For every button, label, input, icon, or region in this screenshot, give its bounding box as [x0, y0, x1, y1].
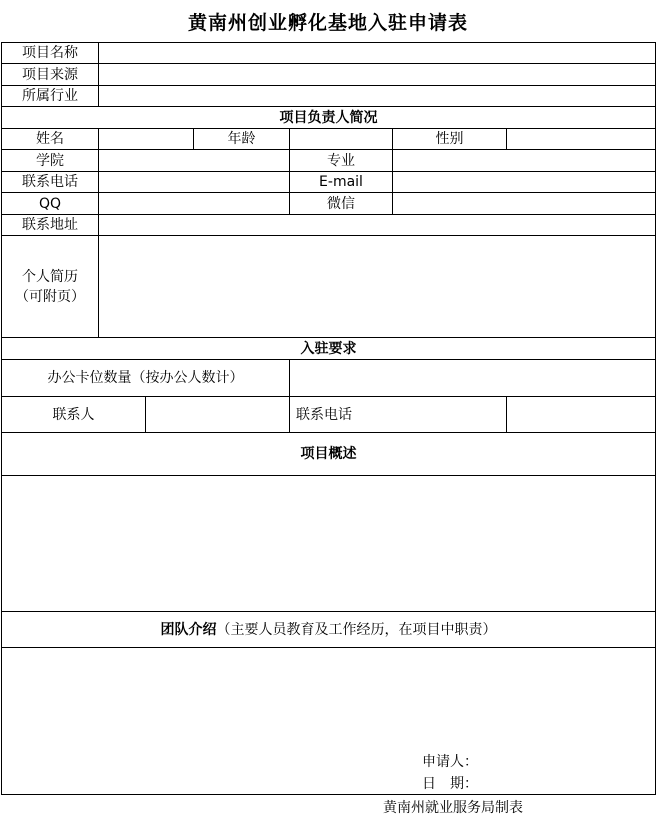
qq-label: QQ: [2, 193, 99, 215]
overview-section-header: 项目概述: [2, 433, 656, 476]
contact-person-field[interactable]: [146, 397, 290, 433]
college-field[interactable]: [99, 150, 290, 172]
wechat-field[interactable]: [393, 193, 656, 215]
contact-phone-field[interactable]: [507, 397, 656, 433]
date-label: 日 期：: [422, 776, 478, 792]
contact-phone-label: 联系电话: [290, 397, 507, 433]
resume-field[interactable]: [99, 236, 656, 338]
team-section-title: 团队介绍: [160, 621, 217, 638]
address-field[interactable]: [99, 215, 656, 236]
address-label: 联系地址: [2, 215, 99, 236]
office-seats-field[interactable]: [290, 360, 656, 397]
wechat-label: 微信: [290, 193, 393, 215]
resume-label-text: 个人简历: [22, 268, 78, 285]
issuer-footer: 黄南州就业服务局制表: [383, 800, 523, 816]
leader-section-header: 项目负责人简况: [2, 107, 656, 129]
college-label: 学院: [2, 150, 99, 172]
project-name-label: 项目名称: [2, 43, 99, 64]
industry-label: 所属行业: [2, 86, 99, 107]
name-label: 姓名: [2, 129, 99, 150]
age-label: 年龄: [194, 129, 290, 150]
project-source-field[interactable]: [99, 64, 656, 86]
gender-field[interactable]: [507, 129, 656, 150]
phone-label: 联系电话: [2, 172, 99, 193]
office-seats-label: 办公卡位数量（按办公人数计）: [2, 360, 290, 397]
applicant-label: 申请人：: [422, 754, 478, 770]
resume-note: （可附页）: [15, 288, 85, 305]
team-section-header: [2, 612, 656, 648]
email-label: E-mail: [290, 172, 393, 193]
email-field[interactable]: [393, 172, 656, 193]
team-section-note: （主要人员教育及工作经历，在项目中职责）: [216, 621, 497, 638]
phone-field[interactable]: [99, 172, 290, 193]
contact-person-label: 联系人: [2, 397, 146, 433]
qq-field[interactable]: [99, 193, 290, 215]
project-source-label: 项目来源: [2, 64, 99, 86]
overview-field[interactable]: [2, 476, 656, 612]
application-form: [1, 42, 656, 795]
age-field[interactable]: [290, 129, 393, 150]
industry-field[interactable]: [99, 86, 656, 107]
project-name-field[interactable]: [99, 43, 656, 64]
major-label: 专业: [290, 150, 393, 172]
gender-label: 性别: [393, 129, 507, 150]
resume-label: [2, 236, 99, 338]
requirements-section-header: 入驻要求: [2, 338, 656, 360]
team-field[interactable]: [2, 648, 656, 795]
form-title: 黄南州创业孵化基地入驻申请表: [187, 11, 468, 34]
major-field[interactable]: [393, 150, 656, 172]
name-field[interactable]: [99, 129, 194, 150]
